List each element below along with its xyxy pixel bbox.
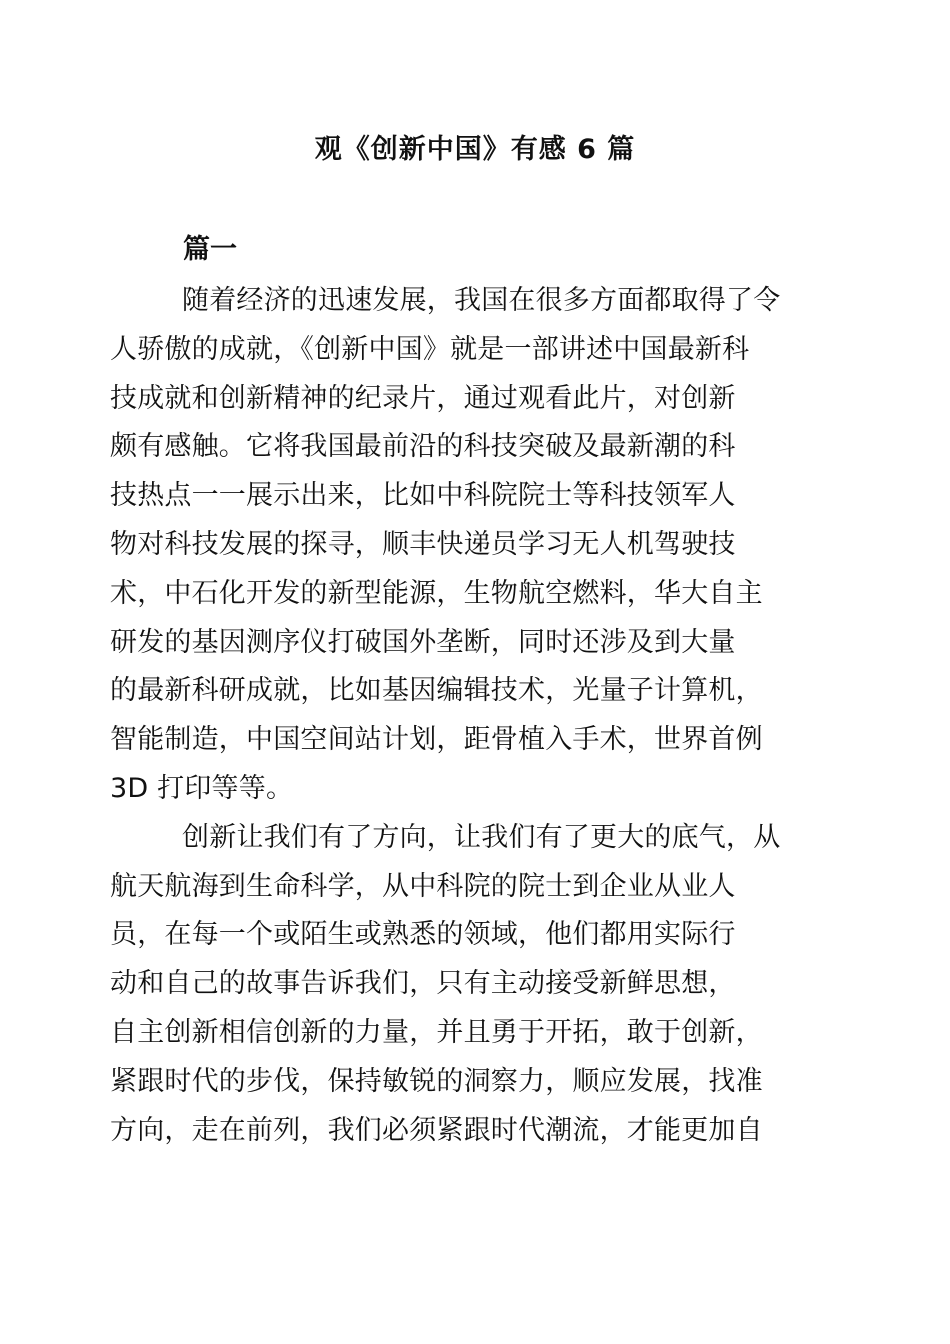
text-line: 研发的基因测序仪打破国外垄断，同时还涉及到大量 bbox=[110, 626, 736, 658]
text-line: 颇有感触。它将我国最前沿的科技突破及最新潮的科 bbox=[110, 431, 736, 463]
paragraph-1 bbox=[110, 277, 806, 814]
document-body bbox=[110, 277, 806, 1155]
text-line: 技热点一一展示出来，比如中科院院士等科技领军人 bbox=[110, 480, 736, 512]
text-line: 自主创新相信创新的力量，并且勇于开拓，敢于创新， bbox=[110, 1016, 763, 1048]
text-line: 创新让我们有了方向，让我们有了更大的底气，从 bbox=[182, 821, 781, 853]
section-heading: 篇一 bbox=[183, 234, 237, 265]
text-line: 航天航海到生命科学，从中科院的院士到企业从业人 bbox=[110, 870, 736, 902]
text-line: 随着经济的迅速发展，我国在很多方面都取得了令 bbox=[182, 285, 781, 316]
text-line: 方向，走在前列，我们必须紧跟时代潮流，才能更加自 bbox=[110, 1114, 763, 1146]
text-line: 3D 打印等等。 bbox=[110, 772, 294, 804]
text-line: 人骄傲的成就，《创新中国》就是一部讲述中国最新科 bbox=[110, 333, 750, 365]
text-line: 的最新科研成就，比如基因编辑技术，光量子计算机， bbox=[110, 675, 763, 707]
text-line: 紧跟时代的步伐，保持敏锐的洞察力，顺应发展，找准 bbox=[110, 1065, 763, 1097]
paragraph-2 bbox=[110, 814, 806, 1156]
text-line: 员，在每一个或陌生或熟悉的领域，他们都用实际行 bbox=[110, 919, 736, 951]
text-line: 物对科技发展的探寻，顺丰快递员学习无人机驾驶技 bbox=[110, 528, 736, 560]
text-line: 智能制造，中国空间站计划，距骨植入手术，世界首例 bbox=[110, 724, 763, 756]
text-line: 术，中石化开发的新型能源，生物航空燃料，华大自主 bbox=[110, 577, 763, 609]
text-line: 技成就和创新精神的纪录片，通过观看此片，对创新 bbox=[110, 382, 736, 414]
document-title: 观《创新中国》有感 6 篇 bbox=[314, 134, 636, 165]
text-line: 动和自己的故事告诉我们，只有主动接受新鲜思想， bbox=[110, 968, 736, 1000]
